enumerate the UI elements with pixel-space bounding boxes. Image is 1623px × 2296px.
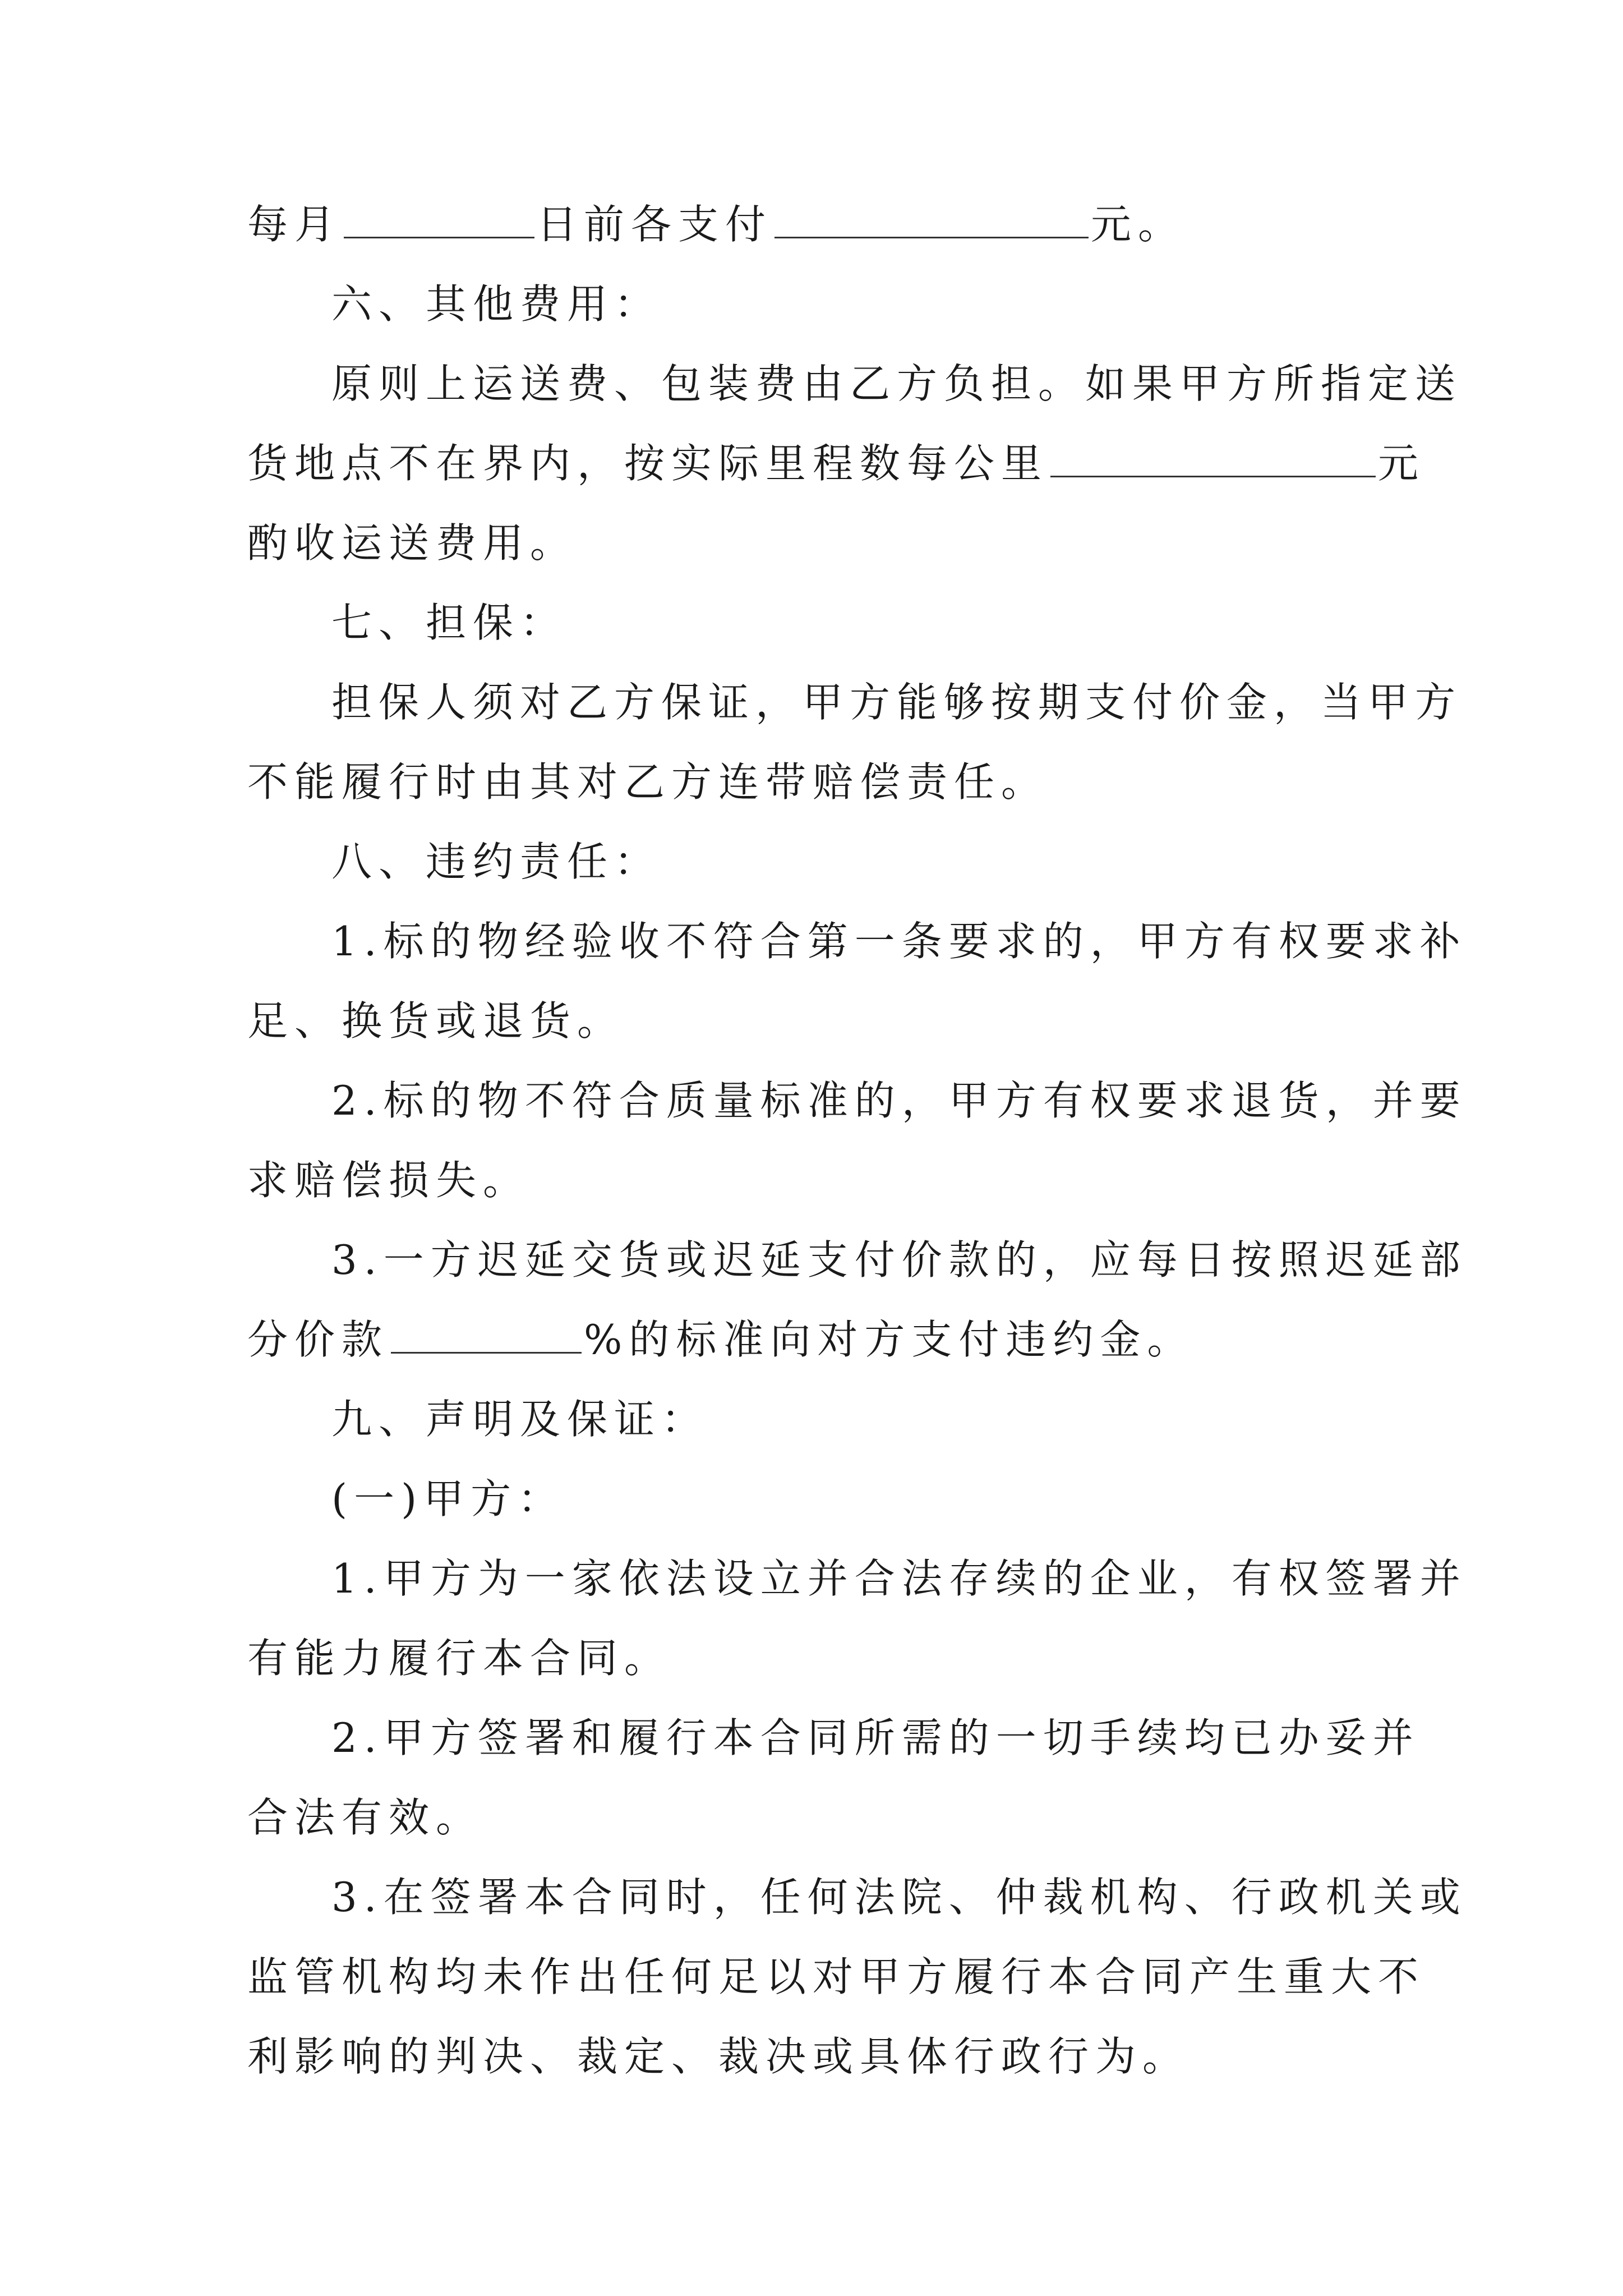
list-item-line: 1.标的物经验收不符合第一条要求的，甲方有权要求补 [331, 918, 1467, 965]
blank-per-km-field[interactable] [1050, 439, 1376, 477]
section-heading-6: 六、其他费用： [331, 280, 662, 328]
list-item-line: 合法有效。 [247, 1794, 483, 1841]
blank-amount-field[interactable] [774, 200, 1089, 238]
section-heading-9: 九、声明及保证： [331, 1396, 709, 1443]
text-segment: 元 [1378, 440, 1426, 487]
list-item-line: 2.甲方签署和履行本合同所需的一切手续均已办妥并 [331, 1714, 1420, 1761]
paragraph-line: 担保人须对乙方保证，甲方能够按期支付价金，当甲方 [331, 679, 1463, 726]
paragraph-line: 不能履行时由其对乙方连带赔偿责任。 [247, 758, 1049, 806]
list-item-line: 有能力履行本合同。 [247, 1635, 672, 1682]
blank-day-field[interactable] [344, 200, 534, 238]
text-segment: 日前各支付 [537, 201, 773, 248]
list-item-line: 3.一方迟延交货或迟延支付价款的，应每日按照迟延部 [331, 1236, 1467, 1283]
paragraph-line: 原则上运送费、包装费由乙方负担。如果甲方所指定送 [331, 360, 1463, 407]
paragraph-line [247, 435, 1426, 491]
section-heading-8: 八、违约责任： [331, 838, 662, 885]
text-segment: %的标准向对方支付违约金。 [584, 1316, 1195, 1363]
list-item-line: 监管机构均未作出任何足以对甲方履行本合同产生重大不 [247, 1953, 1426, 2000]
section-heading-7: 七、担保： [331, 599, 568, 646]
list-item-line: 2.标的物不符合质量标准的，甲方有权要求退货，并要 [331, 1077, 1467, 1124]
list-item-line: 利影响的判决、裁定、裁决或具体行政行为。 [247, 2033, 1190, 2080]
text-segment: 货地点不在界内，按实际里程数每公里 [247, 440, 1049, 487]
list-item-line: 足、换货或退货。 [247, 997, 625, 1045]
text-segment: 分价款 [247, 1316, 389, 1363]
payment-line [247, 196, 1391, 252]
list-item-line: 3.在签署本合同时，任何法院、仲裁机构、行政机关或 [331, 1874, 1467, 1921]
blank-percent-field[interactable] [391, 1315, 582, 1354]
list-item-line: 求赔偿损失。 [247, 1157, 531, 1204]
document-body [247, 196, 1467, 2108]
list-item-line [247, 1312, 1391, 1368]
paragraph-line: 酌收运送费用。 [247, 519, 578, 567]
subsection-heading: (一)甲方： [331, 1475, 565, 1522]
text-segment: 元。 [1091, 201, 1186, 248]
list-item-line: 1.甲方为一家依法设立并合法存续的企业，有权签署并 [331, 1555, 1467, 1602]
text-segment: 每月 [247, 201, 342, 248]
